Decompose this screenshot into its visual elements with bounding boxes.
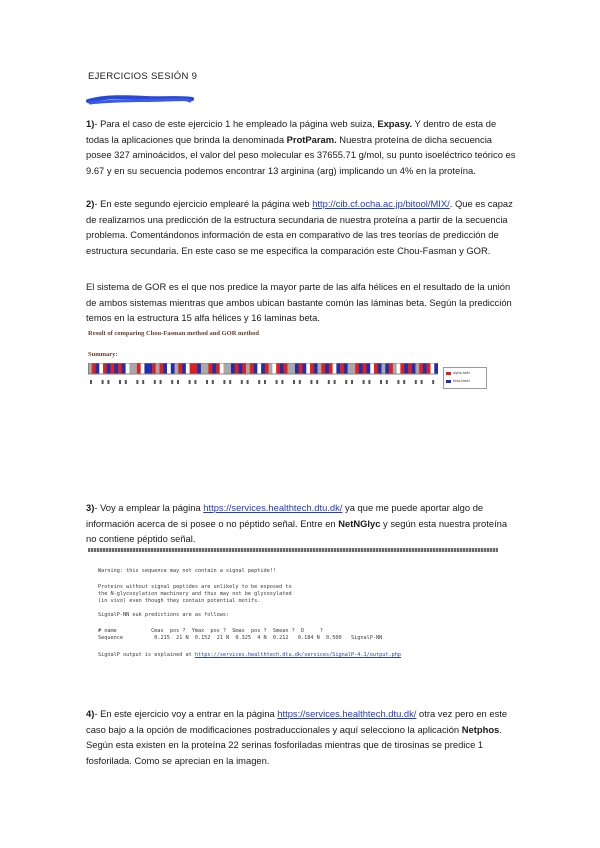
structure-segment [182,364,186,374]
position-tick [177,380,179,384]
structure-segment [363,364,367,374]
structure-segment [430,364,434,374]
netnglyc-label: NetNGlyc [338,517,381,529]
structure-segment [415,364,419,374]
position-tick [276,380,278,384]
position-tick [415,380,417,384]
position-tick [363,380,365,384]
structure-segment [276,364,280,374]
structure-segment [321,364,325,374]
structure-segment [419,364,423,374]
legend-helix: alpha-helix [446,371,486,378]
position-tick [328,380,330,384]
structure-segment [231,364,235,374]
structure-segment [400,364,404,374]
position-tick [194,380,196,384]
structure-segment [265,364,269,374]
structure-segment [412,364,416,374]
structure-segment [269,364,273,374]
position-tick [223,380,225,384]
structure-segment [291,364,295,374]
position-tick [403,380,405,384]
structure-segment [344,364,348,374]
position-tick [102,380,104,384]
structure-segment [201,364,205,374]
protparam-label: ProtParam. [286,133,337,145]
mix-tool-link[interactable]: http://cib.cf.ocha.ac.jp/bitool/MIX/ [312,198,450,209]
position-tick [397,380,399,384]
structure-segment [272,364,276,374]
structure-segment [336,364,340,374]
structure-segment [261,364,265,374]
structure-segment [227,364,231,374]
structure-segment [190,364,194,374]
structure-segment [88,364,92,374]
structure-segment [156,364,160,374]
structure-segment [160,364,164,374]
results-header: # name Cmax pos ? Ymax pos ? Smax pos ? Smean ? D ? [98,628,323,634]
structure-segment [197,364,201,374]
structure-segment [385,364,389,374]
exercise-3-number: 3) [86,502,95,513]
structure-segment [167,364,171,374]
position-tick [136,380,138,384]
structure-segment [408,364,412,374]
exercise-2-paragraph: 2)- En este segundo ejercicio emplearé la página web http://cib.cf.ocha.ac.jp/bitool/MIX/. Que es capaz de realizarnos una predicción de la estructura secundaria de nuestra proteína a partir de la secuencia problema. Comentándonos información de esta en comparativo de las tres teorías de predicción de estructura secundaria. En este caso se me especifica la comparación este Chou-Fasman y GOR. [86,198,513,256]
structure-segment [397,364,401,374]
position-tick [229,380,231,384]
structure-segment [152,364,156,374]
structure-segment [129,364,133,374]
position-tick [316,380,318,384]
structure-segment [171,364,175,374]
structure-segment [96,364,100,374]
structure-segment [175,364,179,374]
structure-segment [99,364,103,374]
structure-segment [193,364,197,374]
structure-segment [246,364,250,374]
structure-segment [186,364,190,374]
structure-segment [118,364,122,374]
structure-segment [310,364,314,374]
position-tick [241,380,243,384]
structure-segment [318,364,322,374]
exercise-3-paragraph: 3)- Voy a emplear la página https://services.healthtech.dtu.dk/ ya que me puede aportar algo de información acerca de si posee o no péptido señal. Entre en NetNGlyc y según esta nuestra proteína no contiene péptido señal. [86,502,508,544]
info-line-1: Proteins without signal peptides are unlikely to be exposed to [98,584,292,590]
position-tick [160,380,162,384]
netphos-label: Netphos [461,723,500,735]
structure-segment [366,364,370,374]
info-line-3: (in vivo) even though they contain potential motifs. [98,598,261,604]
structure-segment [427,364,431,374]
position-tick [334,380,336,384]
structure-segment [257,364,261,374]
structure-segment [239,364,243,374]
output-footer: SignalP output is explained at https://services.healthtech.dtu.dk/services/SignalP-4.1/output.php [98,652,401,658]
output-header-stripe [88,548,498,552]
position-tick [142,380,144,384]
structure-segment [374,364,378,374]
healthtech-link[interactable]: https://services.healthtech.dtu.dk/ [203,502,343,513]
structure-segment [306,364,310,374]
structure-segment [423,364,427,374]
structure-segment [280,364,284,374]
structure-segment [133,364,137,374]
position-tick [380,380,382,384]
structure-legend [443,367,487,389]
signalp-output-figure [88,548,503,670]
expasy-label: Expasy. [377,118,413,129]
position-tick [206,380,208,384]
position-tick [281,380,283,384]
position-tick [293,380,295,384]
structure-segment [404,364,408,374]
position-tick [351,380,353,384]
structure-segment [141,364,145,374]
structure-segment [208,364,212,374]
structure-segment [122,364,126,374]
structure-segment [314,364,318,374]
structure-segment [359,364,363,374]
exercise-4-paragraph: 4)- En este ejercicio voy a entrar en la página https://services.healthtech.dtu.dk/ otra vez pero en este caso bajo a la opción de modificaciones postraduccionales y aquí selecciono la aplicación Netphos. Según esta existen en la proteína 22 serinas fosforiladas mientras que de tirosinas se predice 1 fosforilada. Como se aprecian en la imagen. [86,708,508,766]
structure-segment [216,364,220,374]
exercise-2-number: 2) [86,198,95,209]
position-tick [432,380,434,384]
redacted-name-scribble [86,92,196,106]
results-row: Sequence 0.215 21 N 0.152 21 N 0.325 4 N 0.212 0.184 N 0.500 SignalP-NN [98,635,383,641]
legend-sheet: beta-sheet [446,379,486,386]
position-tick [258,380,260,384]
exercise-1-paragraph: 1)- Para el caso de este ejercicio 1 he empleado la página web suiza, Expasy. Y dentro de esta de todas la aplicaciones que brinda la denominada ProtParam. Nuestra proteína de dicha secuencia posee 327 aminoácidos, el valor del peso molecular es 37655.71 g/mol, su punto isoeléctrico teórico es 9.67 y en su secuencia podemos encontrar 13 arginina (arg) implicando un 4% en la proteína. [86,118,516,176]
structure-segment [303,364,307,374]
exercise-4-number: 4) [86,708,95,719]
structure-segment [212,364,216,374]
structure-segment [329,364,333,374]
structure-segment [382,364,386,374]
structure-segment [351,364,355,374]
figure-title: Result of comparing Chou-Fasman method and GOR method [88,330,259,337]
structure-segment [223,364,227,374]
position-tick [421,380,423,384]
gor-results-paragraph: El sistema de GOR es el que nos predice la mayor parte de las alfa hélices en el resultado de la unión de ambos sistemas mientras que ambos ubican bastante común las láminas beta. Según la predicción temos en la estructura 15 alfa hélices y 16 laminas beta. [86,281,512,323]
structure-segment [250,364,254,374]
structure-segment [126,364,130,374]
structure-segment [163,364,167,374]
healthtech-link-2[interactable]: https://services.healthtech.dtu.dk/ [277,708,417,719]
predictions-heading: SignalP-NN euk predictions are as follows: [98,612,230,618]
structure-segment [111,364,115,374]
position-tick [247,380,249,384]
position-tick [264,380,266,384]
structure-segment [220,364,224,374]
structure-segment [205,364,209,374]
position-tick [299,380,301,384]
structure-segment [299,364,303,374]
structure-segment [287,364,291,374]
structure-segment [114,364,118,374]
structure-segment [254,364,258,374]
structure-segment [355,364,359,374]
position-tick [107,380,109,384]
structure-segment [107,364,111,374]
position-tick [189,380,191,384]
position-tick [125,380,127,384]
position-tick [386,380,388,384]
structure-segment [333,364,337,374]
structure-segment [103,364,107,374]
structure-segment [370,364,374,374]
position-tick [345,380,347,384]
secondary-structure-figure [88,330,500,400]
position-tick [212,380,214,384]
structure-segment [340,364,344,374]
structure-segment [393,364,397,374]
structure-segment [434,364,438,374]
structure-segment [378,364,382,374]
info-line-2: the N-glycosylation machinery and thus may not be glycosylated [98,591,292,597]
document-title: EJERCICIOS SESIÓN 9 [88,71,198,82]
position-tick [171,380,173,384]
structure-segment [325,364,329,374]
structure-segment [295,364,299,374]
structure-segment [235,364,239,374]
summary-label: Summary: [88,351,118,358]
structure-segment [348,364,352,374]
exercise-1-number: 1) [86,118,95,129]
structure-strip [88,363,438,395]
position-tick [310,380,312,384]
signal-warning: Warning: this sequence may not contain a signal peptide!! [98,568,277,574]
structure-segment [389,364,393,374]
structure-segment [92,364,96,374]
signalp-output-link[interactable]: https://services.healthtech.dtu.dk/services/SignalP-4.1/output.php [194,652,401,658]
position-tick [119,380,121,384]
structure-segment [148,364,152,374]
structure-segment [144,364,148,374]
position-tick [90,380,92,384]
structure-segment [178,364,182,374]
position-tick [368,380,370,384]
structure-segment [137,364,141,374]
position-tick [154,380,156,384]
structure-segment [242,364,246,374]
structure-segment [284,364,288,374]
